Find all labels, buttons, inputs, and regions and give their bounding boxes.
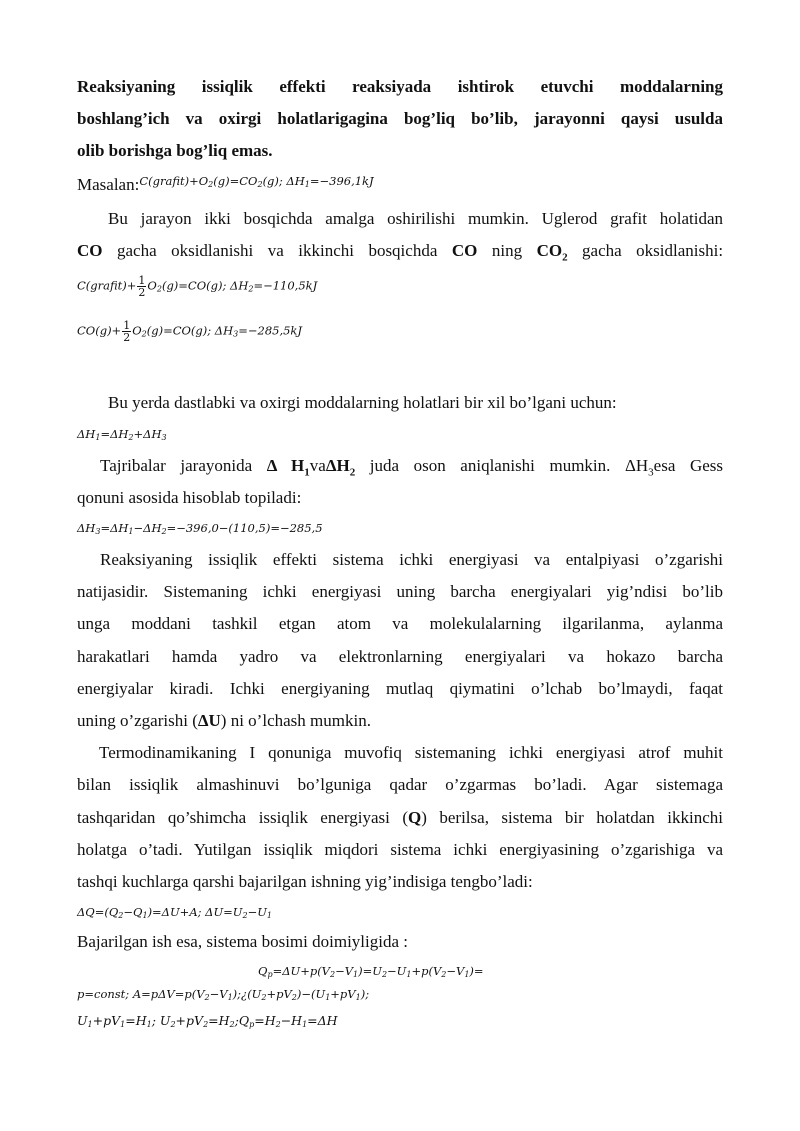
para3-line-1: Tajribalar jarayonida Δ $H_1va\Delta H_2$ juda oson aniqlanishi mumkin. $\Delta H_3esa$ Gess [100, 456, 724, 479]
para5-line-4: holatga o’tadi. Yutilgan issiqlik miqdori sistema ichki energiyasining o’zgarishiga va [77, 840, 723, 859]
formula-8: p=const; $A=p\Delta V=p(V_2-V_1);¿(U_2+pV_2)-(U_1+pV_1)$; [77, 987, 370, 1002]
para4-line-6: uning o’zgarishi (ΔU) ni o’lchash mumkin. [77, 711, 371, 730]
para5-line-2: bilan issiqlik almashinuvi bo’lguniga qadar o’zgarmas bo’ladi. Agar sistemaga [77, 775, 723, 794]
para5-line-5: tashqi kuchlarga qarshi bajarilgan ishning yig’indisiga tengbo’ladi: [77, 872, 533, 891]
co-term-2: CO [451, 241, 478, 260]
para1-line-2-mid: gacha oksidlanishi va ikkinchi bosqichda [116, 241, 438, 260]
co-term: CO [77, 241, 103, 260]
formula-5: $\Delta H_3=\Delta H_1-\Delta H_2=-396,0-(110,5)=-285,5$ [77, 521, 323, 536]
formula-1: C(grafit)+O2(g)=CO2(g); ΔH1=−396,1kJ [139, 174, 374, 189]
para5-line-1: Termodinamikaning I qonuniga muvofiq sistemaning ichki energiyasi atrof muhit [99, 743, 723, 762]
para4-line-1: Reaksiyaning issiqlik effekti sistema ichki energiyasi va entalpiyasi o’zgarishi [100, 550, 723, 569]
para2-line-1: Bu yerda dastlabki va oxirgi moddalarning holatlari bir xil bo’lgani uchun: [108, 393, 617, 412]
para1-line-2-end: gacha oksidlanishi: [582, 241, 724, 260]
intro-line-1: Reaksiyaning issiqlik effekti reaksiyada ishtirok etuvchi moddalarning [77, 77, 723, 96]
para4-line-2: natijasidir. Sistemaning ichki energiyasi uning barcha energiyalari yig’ndisi bo’lib [77, 582, 723, 601]
para4-line-3: unga moddani tashkil etgan atom va molekulalarning ilgarilanma, aylanma [77, 614, 723, 633]
co2-term: $CO_2$ [536, 241, 568, 264]
para4-line-4: harakatlari hamda yadro va elektronlarning energiyalari va hokazo barcha [77, 647, 723, 666]
para5-line-3: tashqaridan qo’shimcha issiqlik energiyasi (Q) berilsa, sistema bir holatdan ikkinchi [77, 808, 723, 827]
formula-2: C(grafit)+ $\frac{1}{2}$ $O_2(g)=CO(g)$; $\Delta H_2=-110,5kJ$ [77, 274, 318, 299]
example-label: Masalan: [77, 175, 140, 194]
formula-7: $Q_p=\Delta U+p(V_2-V_1)=U_2-U_1+p(V_2-V_1)=$ [258, 964, 484, 979]
para1-line-1: Bu jarayon ikki bosqichda amalga oshirilishi mumkin. Uglerod grafit holatidan [108, 209, 723, 228]
para6-line-1: Bajarilgan ish esa, sistema bosimi doimiyligida : [77, 932, 408, 951]
formula-6: $\Delta Q=(Q_2-Q_1)=\Delta U+A$; $\Delta U=U_2-U_1$ [77, 905, 272, 920]
para1-line-2 [77, 241, 723, 267]
intro-line-3: olib borishga bog’liq emas. [77, 141, 273, 160]
para1-ning: ning [491, 241, 523, 260]
formula-4: $\Delta H_1=\Delta H_2+\Delta H_3$ [77, 427, 167, 442]
para4-line-5: energiyalar kiradi. Ichki energiyaning mutlaq qiymatini o’lchab bo’lmaydi, faqat [77, 679, 723, 698]
formula-3: CO(g)+ $\frac{1}{2}$ $O_2(g)=CO(g)$; $\Delta H_3=-285,5kJ$ [77, 319, 303, 344]
formula-9: $U_1+pV_1=H_1$; $U_2+pV_2=H_2;Q_p=H_2-H_1=\Delta H$ [77, 1013, 338, 1029]
example-line [77, 175, 723, 195]
para3-line-2: qonuni asosida hisoblab topiladi: [77, 488, 302, 507]
intro-line-2: boshlang’ich va oxirgi holatlarigagina bog’liq bo’lib, jarayonni qaysi usulda [77, 109, 723, 128]
